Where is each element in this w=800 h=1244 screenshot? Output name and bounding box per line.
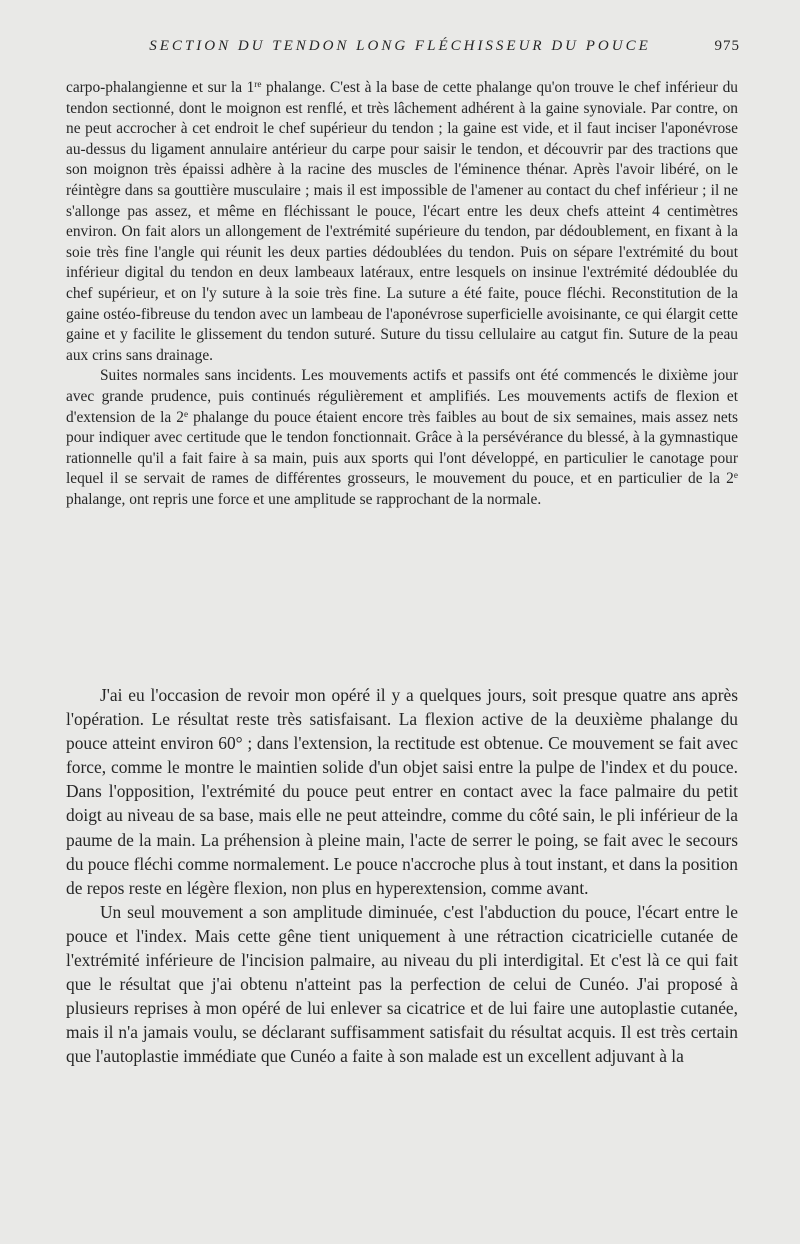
page-header: [60, 38, 740, 62]
body-text: [66, 683, 738, 1069]
paragraph: J'ai eu l'occasion de revoir mon opéré il y a quelques jours, soit presque quatre ans après l'opération. Le résultat reste très satisfaisant. La flexion active de la deuxième phalange du pouce atteint environ 60° ; dans l'extension, la rectitude est obtenue. Ce mouvement se fait avec force, comme le montre le maintien solide d'un objet saisi entre la pulpe de l'index et du pouce. Dans l'opposition, l'extrémité du pouce peut entrer en contact avec la face palmaire du petit doigt au niveau de sa base, mais elle ne peut atteindre, comme du côté sain, le pli inférieur de la paume de la main. La préhension à pleine main, l'acte de serrer le poing, se fait avec le secours du pouce fléchi comme normalement. Le pouce n'accroche plus à tout instant, et dans la position de repos reste en légère flexion, non plus en hyperextension, comme avant.: [66, 685, 738, 898]
paragraph: carpo-phalangienne et sur la 1re phalange. C'est à la base de cette phalange qu'on trouve le chef inférieur du tendon sectionné, dont le moignon est renflé, et très lâchement adhérent à la gaine synoviale. Par contre, on ne peut accrocher à cet endroit le chef supérieur du tendon ; la gaine est vide, et il faut inciser l'aponévrose au-dessus du ligament annulaire antérieur du carpe pour saisir le tendon, et découvrir par des tractions que son moignon très épaissi adhère à la racine des muscles de l'éminence thénar. Après l'avoir libéré, on le réintègre dans sa gouttière musculaire ; mais il est impossible de l'amener au contact du chef inférieur ; il ne s'allonge pas assez, et même en fléchissant le pouce, l'écart entre les deux chefs atteint 4 centimètres environ. On fait alors un allongement de l'extrémité supérieure du tendon, par dédoublement, en fixant à la soie très fine l'angle qui réunit les deux parties dédoublées du tendon. Puis on sépare l'extrémité du bout inférieur digital du tendon en deux lambeaux latéraux, entre lesquels on insinue l'extrémité dédoublée du chef supérieur, et on l'y suture à la soie très fine. La suture a été faite, pouce fléchi. Reconstitution de la gaine ostéo-fibreuse du tendon avec un lambeau de l'aponévrose superficielle avoisinante, ce qui élargit cette gaine et y facilite le glissement du tendon suturé. Suture du tissu cellulaire au catgut fin. Suture de la peau aux crins sans drainage.: [66, 78, 738, 364]
running-title: SECTION DU TENDON LONG FLÉCHISSEUR DU POUCE: [149, 38, 651, 54]
paragraph: Un seul mouvement a son amplitude diminuée, c'est l'abduction du pouce, l'écart entre le pouce et l'index. Mais cette gêne tient uniquement à une rétraction cicatricielle cutanée de l'extrémité inférieure de l'incision palmaire, au niveau du pli interdigital. Et c'est là ce qui fait que le résultat que j'ai obtenu n'atteint pas la perfection de celui de Cunéo. J'ai proposé à plusieurs reprises à mon opéré de lui enlever sa cicatrice et de lui faire une autoplastie cutanée, mais il n'a jamais voulu, se déclarant suffisamment satisfait du résultat acquis. Il est très certain que l'autoplastie immédiate que Cunéo a faite à son malade est un excellent adjuvant à la: [66, 901, 738, 1067]
operation-report: [66, 78, 738, 510]
paragraph: Suites normales sans incidents. Les mouvements actifs et passifs ont été commencés le dixième jour avec grande prudence, puis continués régulièrement et amplifiés. Les mouvements actifs de flexion et d'extension de la 2e phalange du pouce étaient encore très faibles au bout de six semaines, mais assez nets pour indiquer avec certitude que le tendon fonctionnait. Grâce à la persévérance du blessé, à la gymnastique rationnelle qu'il a fait faire à sa main, puis aux sports qui l'ont développé, en particulier le canotage pour lequel il se servait de rames de différentes grosseurs, le mouvement du pouce, et en particulier de la 2e phalange, ont repris une force et une amplitude se rapprochant de la normale.: [66, 367, 738, 508]
page-number: 975: [714, 38, 740, 54]
